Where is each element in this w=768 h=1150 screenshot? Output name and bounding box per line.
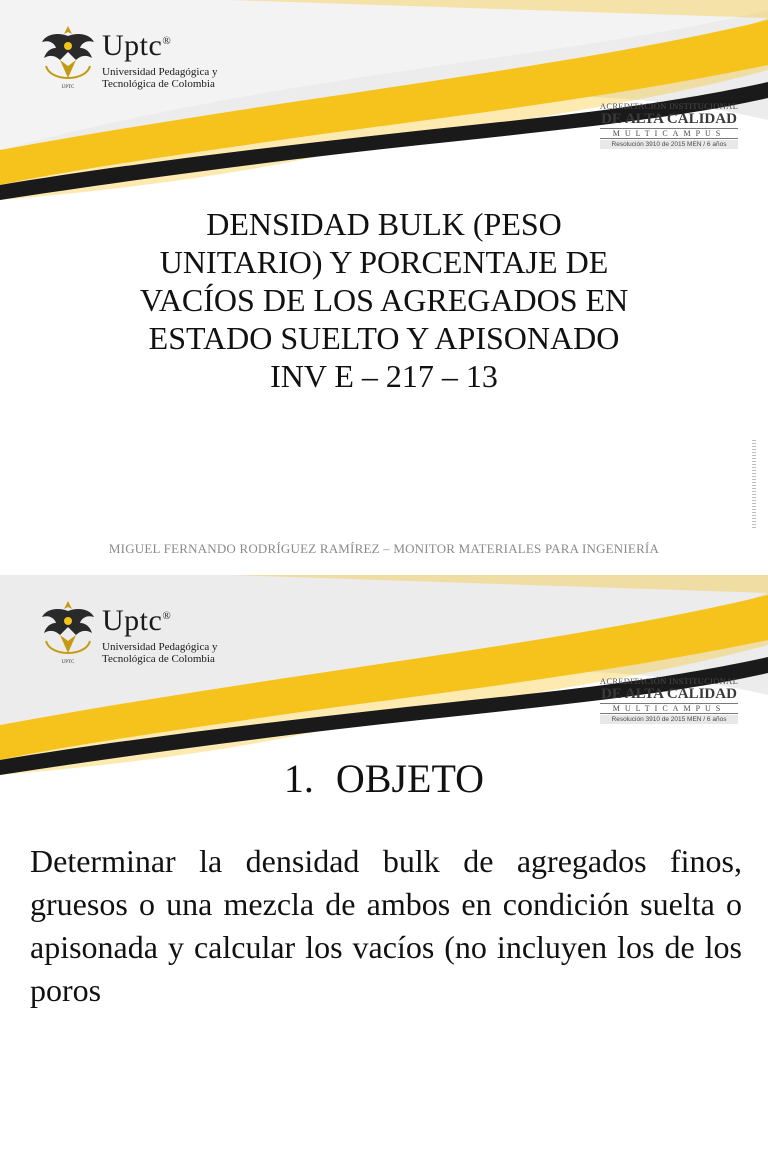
section-number: 1.: [283, 756, 314, 801]
accreditation-line-1: ACREDITACIÓN INSTITUCIONAL: [599, 101, 739, 111]
brand-subtitle-line-2: Tecnológica de Colombia: [102, 653, 215, 665]
section-heading: [0, 757, 768, 801]
slide-title: [60, 205, 708, 395]
brand-name-text: Uptc: [102, 604, 163, 637]
title-line-2: UNITARIO) Y PORCENTAJE DE: [159, 244, 609, 280]
objective-paragraph: Determinar la densidad bulk de agregados finos, gruesos o una mezcla de ambos en condición suelta o apisonada y calcular los vacíos (no incluyen los de los poros: [30, 843, 742, 1008]
brand-name: [102, 26, 217, 61]
author-line: MIGUEL FERNANDO RODRÍGUEZ RAMÍREZ – MONITOR MATERIALES PARA INGENIERÍA: [108, 541, 660, 556]
section-title: OBJETO: [335, 756, 485, 801]
title-line-1: DENSIDAD BULK (PESO: [206, 206, 562, 242]
accreditation-badge: [598, 102, 740, 150]
accreditation-resolution: Resolución 3910 de 2015 MEN / 6 años: [600, 715, 738, 724]
brand-subtitle-line-2: Tecnológica de Colombia: [102, 78, 215, 90]
svg-text:UPTC: UPTC: [61, 660, 75, 665]
brand-name: [102, 601, 217, 636]
title-line-4: ESTADO SUELTO Y APISONADO: [148, 320, 620, 356]
registered-mark: ®: [162, 35, 172, 47]
accreditation-badge: [598, 677, 740, 725]
brand-name-text: Uptc: [102, 29, 163, 62]
accreditation-line-3: MULTICAMPUS: [600, 703, 738, 714]
registered-mark: ®: [162, 610, 172, 622]
content-slide: [0, 575, 768, 1150]
brand-subtitle-line-1: Universidad Pedagógica y: [102, 66, 218, 78]
university-crest-icon: [38, 22, 98, 92]
brand-subtitle-line-1: Universidad Pedagógica y: [102, 641, 218, 653]
brand-subtitle: [102, 641, 217, 665]
university-brand: [102, 601, 217, 665]
title-line-5: INV E – 217 – 13: [270, 358, 498, 394]
brand-subtitle: [102, 66, 217, 90]
accreditation-line-2: DE ALTA CALIDAD: [601, 111, 737, 127]
accreditation-resolution: Resolución 3910 de 2015 MEN / 6 años: [600, 140, 738, 149]
accreditation-line-1: ACREDITACIÓN INSTITUCIONAL: [599, 676, 739, 686]
title-line-3: VACÍOS DE LOS AGREGADOS EN: [139, 282, 629, 318]
svg-text:UPTC: UPTC: [61, 85, 75, 90]
university-brand: [102, 26, 217, 90]
accreditation-line-3: MULTICAMPUS: [600, 128, 738, 139]
vertical-watermark: [752, 440, 756, 530]
accreditation-line-2: DE ALTA CALIDAD: [601, 686, 737, 702]
university-crest-icon: [38, 597, 98, 667]
